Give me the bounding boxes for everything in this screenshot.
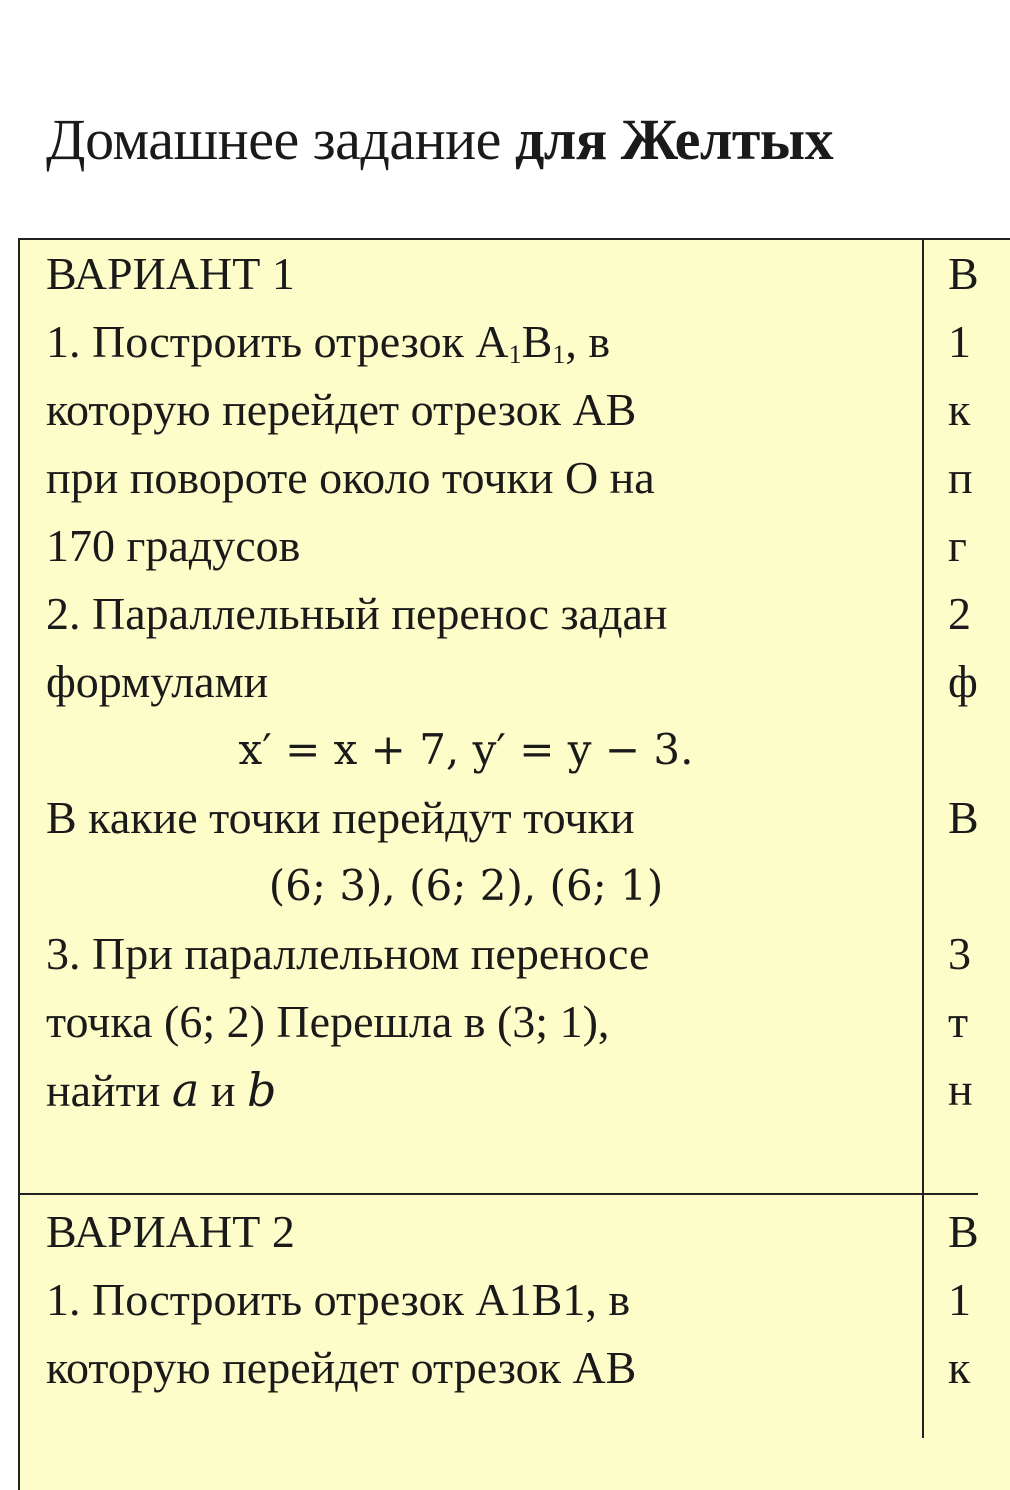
- variant-2-title: ВАРИАНТ 2: [46, 1206, 295, 1257]
- task-3-line-1: 3. При параллельном переносе: [46, 928, 650, 979]
- heading-bold: для Желтых: [514, 107, 834, 172]
- task-2-points: (6; 3), (6; 2), (6; 1): [268, 861, 664, 910]
- row-divider: [18, 1193, 978, 1195]
- variant-1-title: ВАРИАНТ 1: [46, 248, 295, 299]
- variant-1-cell: [46, 240, 886, 1124]
- task-2-formula: x′ = x + 7, y′ = y − 3.: [238, 725, 694, 774]
- task-1-line-1: 1. Построить отрезок $A_1B_1$, в: [46, 316, 611, 369]
- clipped-column-2: В 1 к: [948, 1206, 979, 1393]
- variant-2-cell: [46, 1198, 636, 1402]
- task-2-line-2: формулами: [46, 656, 269, 707]
- v2-task-1-line-2: которую перейдет отрезок AB: [46, 1342, 637, 1393]
- task-2-line-3: В какие точки перейдут точки: [46, 792, 635, 843]
- clipped-column-1: В 1 к п г 2 ф В 3 т н: [948, 248, 979, 1115]
- heading-normal: Домашнее задание: [46, 107, 515, 172]
- v2-task-1-line-1: 1. Построить отрезок A1B1, в: [46, 1274, 631, 1325]
- task-3-line-2: точка (6; 2) Перешла в (3; 1),: [46, 996, 610, 1047]
- task-3-line-3: найти a и b: [46, 1063, 277, 1117]
- task-1-line-4: 170 градусов: [46, 520, 301, 571]
- column-divider: [922, 238, 924, 1438]
- page-heading: [46, 106, 833, 173]
- task-2-line-1: 2. Параллельный перенос задан: [46, 588, 668, 639]
- task-1-line-3: при повороте около точки О на: [46, 452, 655, 503]
- task-1-line-2: которую перейдет отрезок AB: [46, 384, 637, 435]
